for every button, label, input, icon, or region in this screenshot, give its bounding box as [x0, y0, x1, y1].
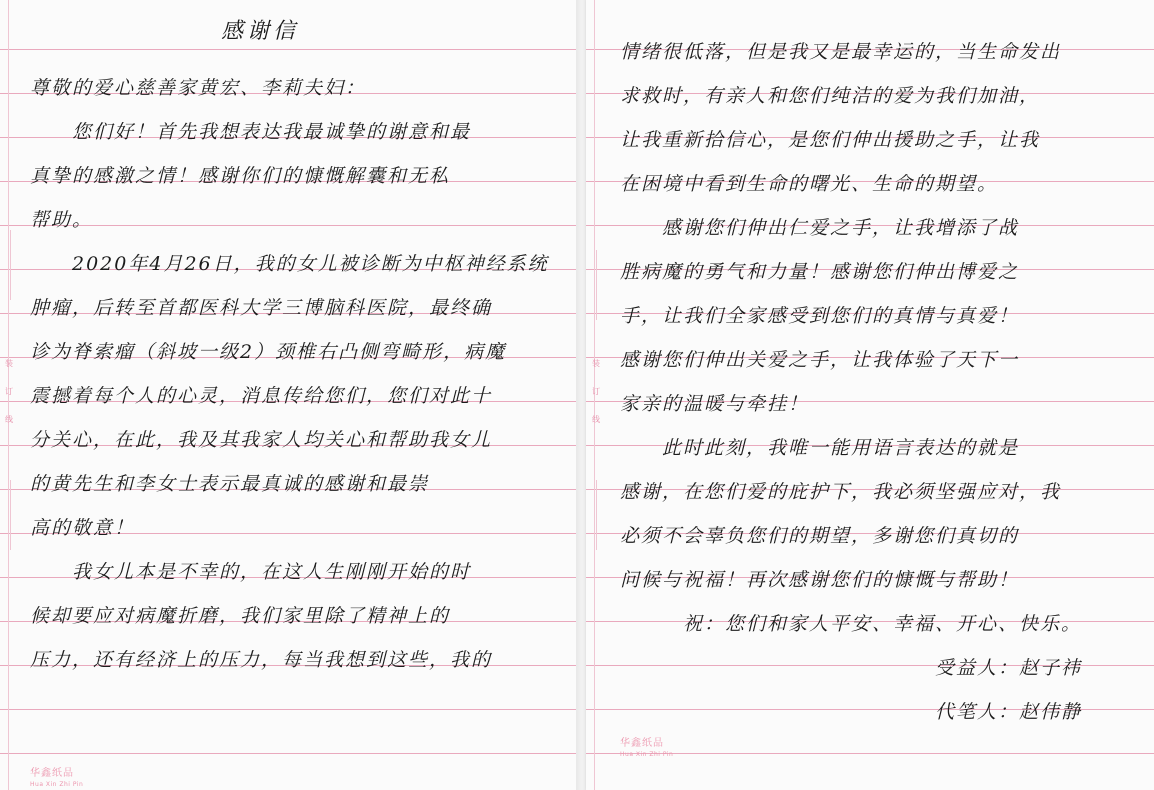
letter-line: 问候与祝福！再次感谢您们的慷慨与帮助！: [620, 569, 1020, 591]
letter-line: 家亲的温暖与牵挂！: [620, 393, 810, 415]
letter-line: 感谢您们伸出关爱之手，让我体验了天下一: [620, 349, 1020, 371]
letter-title: 感谢信: [220, 19, 299, 44]
letter-closing-wish: 祝：您们和家人平安、幸福、开心、快乐。: [620, 613, 1083, 635]
letter-line: 在困境中看到生命的曙光、生命的期望。: [620, 173, 999, 195]
letter-line: 2020年4月26日，我的女儿被诊断为中枢神经系统: [30, 253, 549, 275]
letter-line: 此时此刻，我唯一能用语言表达的就是: [620, 437, 1020, 459]
letter-line: 我女儿本是不幸的，在这人生刚刚开始的时: [30, 561, 472, 583]
letter-line: 情绪很低落，但是我又是最幸运的，当生命发出: [620, 41, 1062, 63]
binding-mark: [2, 350, 16, 434]
left-page-text: [30, 66, 549, 682]
letter-line: 候却要应对病魔折磨，我们家里除了精神上的: [30, 605, 451, 627]
binding-tick: [10, 480, 11, 550]
letter-line: 尊敬的爱心慈善家黄宏、李莉夫妇：: [30, 77, 367, 99]
binding-char: 线: [592, 415, 600, 424]
brand-name-en: Hua Xin Zhi Pin: [620, 751, 674, 758]
letter-line: 的黄先生和李女士表示最真诚的感谢和最崇: [30, 473, 430, 495]
brand-name-cn: 华鑫纸品: [30, 768, 74, 779]
binding-char: 订: [5, 387, 13, 396]
letter-line: 手，让我们全家感受到您们的真情与真爱！: [620, 305, 1020, 327]
binding-char: 装: [5, 359, 13, 368]
letter-line: 分关心，在此，我及其我家人均关心和帮助我女儿: [30, 429, 493, 451]
letter-line: 高的敬意！: [30, 517, 136, 539]
binding-mark: [589, 350, 603, 434]
right-page-text: [620, 30, 1082, 734]
binding-char: 订: [592, 387, 600, 396]
letter-line: 必须不会辜负您们的期望，多谢您们真切的: [620, 525, 1020, 547]
letter-line: 求救时，有亲人和您们纯洁的爱为我们加油，: [620, 85, 1041, 107]
binding-char: 线: [5, 415, 13, 424]
letter-signature-writer: 代笔人：赵伟静: [620, 701, 1083, 723]
brand-name-cn: 华鑫纸品: [620, 738, 664, 749]
letter-line: 胜病魔的勇气和力量！感谢您们伸出博爱之: [620, 261, 1020, 283]
letter-line: 让我重新拾信心，是您们伸出援助之手，让我: [620, 129, 1041, 151]
binding-tick: [596, 480, 597, 550]
letter-line: 真挚的感激之情！感谢你们的慷慨解囊和无私: [30, 165, 451, 187]
letter-line: 感谢，在您们爱的庇护下，我必须坚强应对，我: [620, 481, 1062, 503]
binding-tick: [10, 230, 11, 300]
letter-line: 肿瘤，后转至首都医科大学三博脑科医院，最终确: [30, 297, 493, 319]
letter-line: 帮助。: [30, 209, 94, 231]
binding-char: 装: [592, 359, 600, 368]
letter-line: 您们好！首先我想表达我最诚挚的谢意和最: [30, 121, 472, 143]
letter-line: 压力，还有经济上的压力，每当我想到这些，我的: [30, 649, 493, 671]
letter-line: 诊为脊索瘤（斜坡一级2）颈椎右凸侧弯畸形，病魔: [30, 341, 507, 363]
letter-signature-beneficiary: 受益人：赵子祎: [620, 657, 1083, 679]
paper-brand-logo: [30, 768, 83, 790]
letter-line: 感谢您们伸出仁爱之手，让我增添了战: [620, 217, 1020, 239]
right-page: [586, 0, 1154, 790]
binding-tick: [596, 250, 597, 320]
letter-line: 震撼着每个人的心灵，消息传给您们，您们对此十: [30, 385, 493, 407]
paper-brand-logo: [620, 738, 673, 760]
brand-name-en: Hua Xin Zhi Pin: [30, 781, 84, 788]
